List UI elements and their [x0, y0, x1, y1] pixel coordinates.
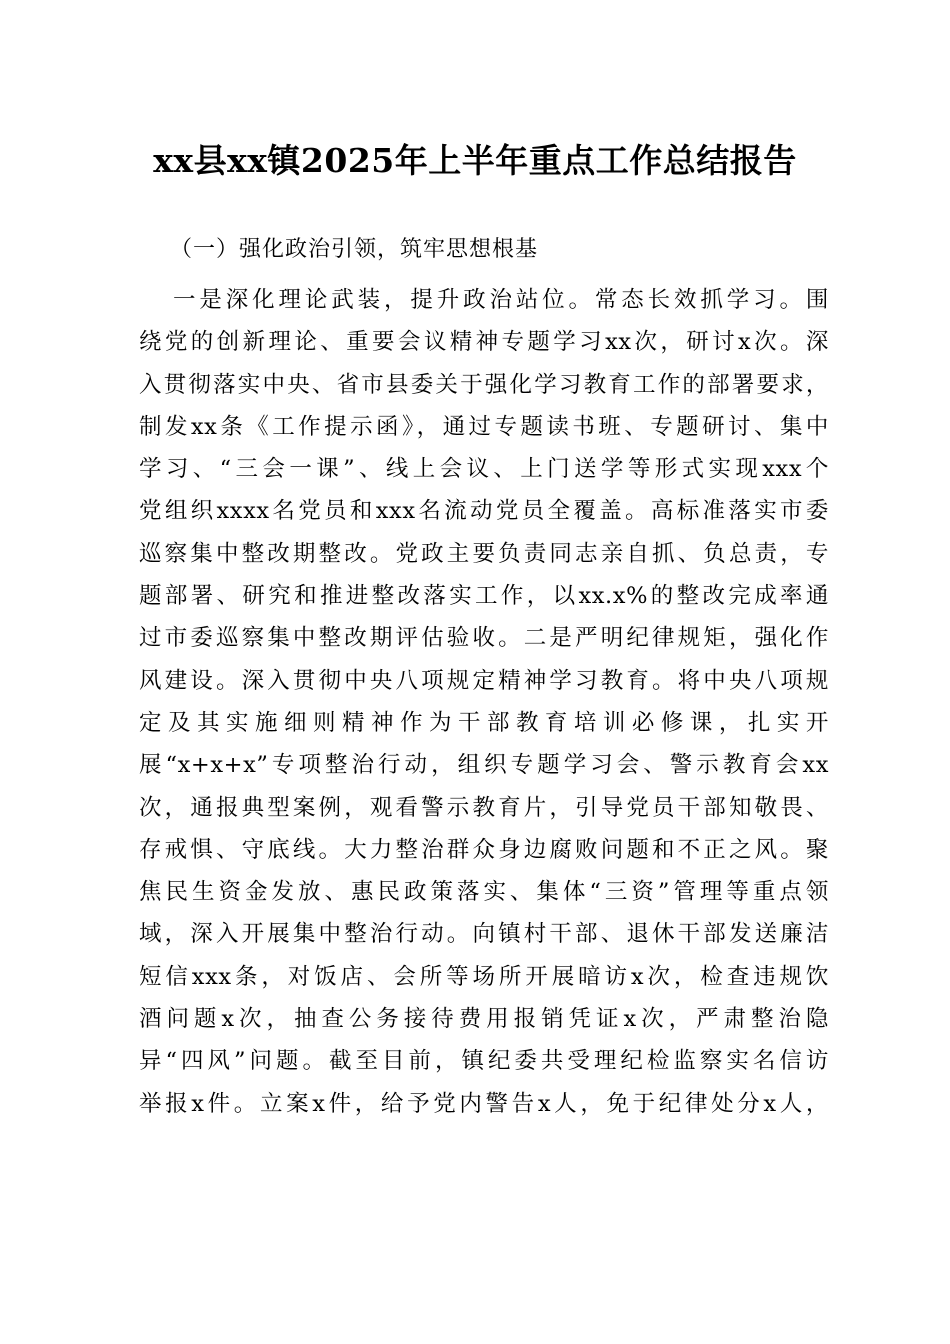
body-line: 次，通报典型案例，观看警示教育片，引导党员干部知敬畏、 — [139, 794, 829, 821]
body-line: 短信xxx条，对饭店、会所等场所开展暗访x次，检查违规饮 — [139, 963, 829, 990]
body-line: 风建设。深入贯彻中央八项规定精神学习教育。将中央八项规 — [139, 667, 829, 694]
body-line: 学习、“三会一课”、线上会议、上门送学等形式实现xxx个 — [139, 456, 829, 483]
body-line: 焦民生资金发放、惠民政策落实、集体“三资”管理等重点领 — [139, 879, 829, 906]
body-line: 入贯彻落实中央、省市县委关于强化学习教育工作的部署要求， — [139, 371, 829, 398]
body-line: 题部署、研究和推进整改落实工作，以xx.x%的整改完成率通 — [139, 583, 829, 610]
body-line: 绕党的创新理论、重要会议精神专题学习xx次，研讨x次。深 — [139, 329, 829, 356]
body-line: 异“四风”问题。截至目前，镇纪委共受理纪检监察实名信访 — [139, 1048, 829, 1075]
body-line: 存戒惧、守底线。大力整治群众身边腐败问题和不正之风。聚 — [139, 836, 829, 863]
body-line: 一是深化理论武装，提升政治站位。常态长效抓学习。围 — [173, 287, 829, 313]
body-paragraph — [139, 279, 829, 1125]
document-title: xx县xx镇2025年上半年重点工作总结报告 — [153, 141, 797, 180]
body-line: 展“x+x+x”专项整治行动，组织专题学习会、警示教育会xx — [139, 752, 829, 779]
body-line: 过市委巡察集中整改期评估验收。二是严明纪律规矩，强化作 — [139, 625, 829, 652]
body-line: 定及其实施细则精神作为干部教育培训必修课，扎实开 — [139, 709, 829, 736]
body-line: 酒问题x次，抽查公务接待费用报销凭证x次，严肃整治隐 — [139, 1006, 829, 1033]
body-line: 域，深入开展集中整治行动。向镇村干部、退休干部发送廉洁 — [139, 921, 829, 948]
section-heading: （一）强化政治引领，筑牢思想根基 — [170, 237, 539, 262]
body-line: 举报x件。立案x件，给予党内警告x人，免于纪律处分x人， — [139, 1090, 829, 1117]
body-line: 制发xx条《工作提示函》，通过专题读书班、专题研讨、集中 — [139, 413, 829, 440]
body-line: 巡察集中整改期整改。党政主要负责同志亲自抓、负总责，专 — [139, 540, 829, 567]
body-line: 党组织xxxx名党员和xxx名流动党员全覆盖。高标准落实市委 — [139, 498, 829, 525]
